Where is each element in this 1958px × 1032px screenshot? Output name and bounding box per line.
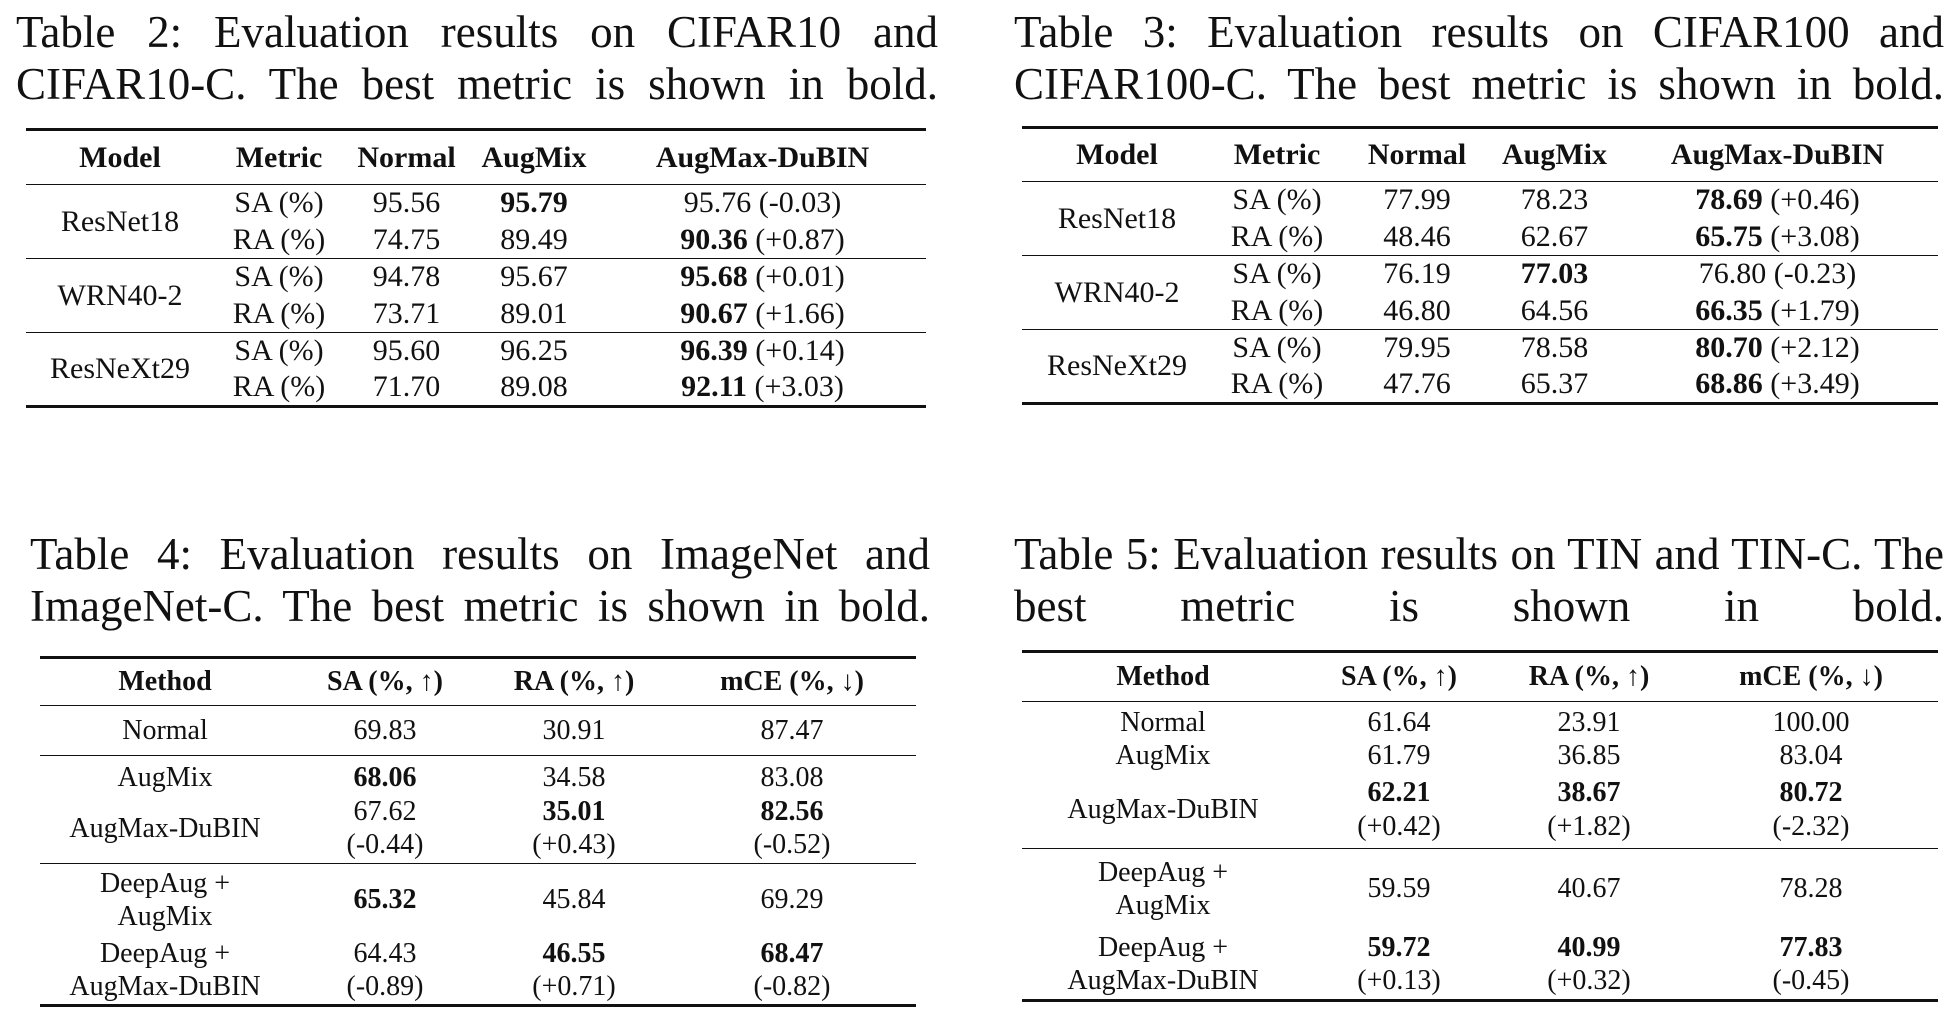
- table3-metric-cell: RA (%): [1230, 293, 1324, 327]
- table2-model-cell: ResNet18: [60, 204, 180, 238]
- table4-mce-delta: (-0.82): [753, 970, 831, 1002]
- table-row: [40, 706, 916, 756]
- table5-ra-cell: 38.67: [1557, 777, 1621, 809]
- table2-normal-cell: 95.56: [372, 186, 441, 220]
- table2-header-dubin: AugMax-DuBIN: [655, 140, 870, 174]
- table3-dubin-delta: (-0.23): [1773, 257, 1857, 291]
- table3-augmix-cell: 78.23: [1520, 183, 1589, 217]
- table5-caption-line2: best metric is shown in bold.: [1014, 581, 1944, 631]
- table3: [1022, 126, 1938, 405]
- table4-mce-cell: 87.47: [760, 714, 824, 746]
- table4-method-l2: AugMax-DuBIN: [69, 970, 261, 1002]
- table4-method-l2: AugMix: [117, 900, 213, 932]
- table3-dubin-delta: (+2.12): [1770, 331, 1860, 365]
- table5-method-cell: AugMax-DuBIN: [1067, 794, 1259, 826]
- table3-caption-line1: Table 3: Evaluation results on CIFAR100 and: [1014, 7, 1944, 57]
- table2-model-cell: ResNeXt29: [50, 352, 190, 385]
- table5-sa-cell: 62.21: [1367, 777, 1431, 809]
- table2-caption-line2: CIFAR10-C. The best metric is shown in bold.: [16, 59, 938, 109]
- table5-method-l1: DeepAug +: [1097, 931, 1229, 963]
- table4-ra-cell: 35.01: [542, 796, 606, 828]
- table-row: [26, 333, 926, 370]
- table2-header-augmix: AugMix: [481, 140, 587, 174]
- table-row: [40, 864, 916, 936]
- table-row: [1022, 929, 1938, 1001]
- table5-mce-cell: 77.83: [1779, 931, 1843, 963]
- table5-sa-cell: 61.79: [1367, 739, 1431, 771]
- table5-mce-cell: 78.28: [1779, 873, 1843, 905]
- table5-mce-cell: 80.72: [1779, 777, 1843, 809]
- table4-mce-cell: 68.47: [760, 937, 824, 969]
- table2-metric-cell: RA (%): [232, 370, 326, 404]
- table3-normal-cell: 47.76: [1383, 367, 1451, 401]
- table4-ra-cell: 34.58: [542, 761, 606, 793]
- table5-ra-delta: (+0.32): [1547, 964, 1631, 996]
- table4-method-l1: DeepAug +: [99, 937, 231, 969]
- table5-sa-cell: 59.72: [1367, 931, 1431, 963]
- table3-header-metric: Metric: [1233, 138, 1321, 171]
- table2-metric-cell: SA (%): [234, 334, 324, 368]
- table3-metric-cell: SA (%): [1232, 183, 1322, 217]
- table5-ra-cell: 23.91: [1557, 706, 1621, 738]
- table5-method-l2: AugMax-DuBIN: [1067, 964, 1259, 996]
- table4-header-method: Method: [118, 666, 212, 697]
- table2-dubin-value: 95.68: [680, 260, 748, 294]
- table3-normal-cell: 77.99: [1383, 183, 1451, 217]
- table3-header-augmix: AugMix: [1502, 138, 1607, 171]
- table-row: [26, 259, 926, 296]
- table4-method-cell: Normal: [122, 714, 208, 746]
- table2-normal-cell: 95.60: [372, 334, 441, 368]
- table4-sa-delta: (-0.89): [346, 970, 424, 1002]
- table5-header-mce: mCE (%, ↓): [1739, 661, 1883, 692]
- table2-dubin-delta: (-0.03): [758, 186, 842, 220]
- table3-dubin-value: 65.75: [1695, 219, 1763, 253]
- table5-mce-cell: 100.00: [1772, 706, 1850, 738]
- table2-header-metric: Metric: [235, 140, 323, 174]
- table-row: [1022, 849, 1938, 929]
- table2-header-model: Model: [79, 140, 161, 174]
- table4-mce-cell: 82.56: [760, 796, 824, 828]
- table2-metric-cell: RA (%): [232, 296, 326, 330]
- table4-header-mce: mCE (%, ↓): [720, 666, 864, 697]
- table4-mce-cell: 69.29: [760, 884, 824, 916]
- table4-ra-cell: 45.84: [542, 884, 606, 916]
- table4-ra-delta: (+0.71): [532, 970, 616, 1002]
- table2-dubin-value: 90.67: [680, 296, 748, 330]
- table-row: [1022, 739, 1938, 773]
- table4-method-cell: AugMax-DuBIN: [69, 812, 261, 844]
- table2-dubin-delta: (+0.87): [755, 222, 845, 256]
- table-row: [1022, 182, 1938, 219]
- table4-sa-cell: 68.06: [353, 761, 417, 793]
- table5-caption: [1014, 528, 1944, 632]
- table2-dubin-value: 92.11: [681, 370, 747, 404]
- table2-augmix-cell: 89.01: [500, 296, 568, 330]
- table3-dubin-value: 68.86: [1695, 367, 1763, 401]
- table3-metric-cell: SA (%): [1232, 331, 1322, 365]
- table3-normal-cell: 48.46: [1383, 219, 1451, 253]
- table4-ra-cell: 30.91: [542, 714, 606, 746]
- table4-sa-delta: (-0.44): [346, 829, 424, 861]
- table4-caption: [30, 528, 930, 632]
- table2-augmix-cell: 89.49: [500, 222, 568, 256]
- table3-caption-line2: CIFAR100-C. The best metric is shown in bold.: [1014, 59, 1944, 109]
- table2-caption: [16, 6, 938, 110]
- table4-method-cell: AugMix: [117, 761, 213, 793]
- table-row: [1022, 773, 1938, 849]
- table4-ra-cell: 46.55: [542, 937, 606, 969]
- table2-normal-cell: 94.78: [372, 260, 441, 294]
- table2-augmix-cell: 89.08: [500, 370, 568, 404]
- table3-model-cell: ResNet18: [1057, 201, 1177, 235]
- table2: [26, 128, 926, 408]
- table2-metric-cell: SA (%): [234, 260, 324, 294]
- table3-normal-cell: 79.95: [1383, 331, 1451, 365]
- table2-caption-line1: Table 2: Evaluation results on CIFAR10 and: [16, 7, 938, 57]
- table5-ra-delta: (+1.82): [1547, 811, 1631, 843]
- table5-mce-cell: 83.04: [1779, 739, 1843, 771]
- table3-augmix-cell: 78.58: [1520, 331, 1589, 365]
- table2-dubin-value: 90.36: [680, 222, 748, 256]
- table5-sa-delta: (+0.42): [1357, 811, 1441, 843]
- table-row: [1022, 330, 1938, 367]
- table3-model-cell: WRN40-2: [1054, 275, 1180, 309]
- table5-header-method: Method: [1116, 661, 1210, 692]
- table2-model-cell: WRN40-2: [57, 278, 183, 312]
- table2-normal-cell: 74.75: [372, 222, 441, 256]
- table3-header-model: Model: [1076, 138, 1158, 171]
- table3-metric-cell: RA (%): [1230, 367, 1324, 401]
- table4-ra-delta: (+0.43): [532, 829, 616, 861]
- table5-header-ra: RA (%, ↑): [1528, 661, 1650, 692]
- table5-caption-line1: Table 5: Evaluation results on TIN and TIN-C. The: [1014, 529, 1944, 579]
- table3-augmix-cell: 64.56: [1520, 293, 1589, 327]
- table5-method-cell: Normal: [1120, 706, 1206, 738]
- table5-sa-cell: 59.59: [1367, 873, 1431, 905]
- table3-model-cell: ResNeXt29: [1047, 349, 1187, 382]
- table3-augmix-cell: 62.67: [1520, 219, 1589, 253]
- table5-ra-cell: 40.67: [1557, 873, 1621, 905]
- table3-augmix-cell: 65.37: [1520, 367, 1589, 401]
- table2-dubin-value: 95.76: [683, 186, 752, 220]
- table5-sa-cell: 61.64: [1367, 706, 1431, 738]
- table5-ra-cell: 40.99: [1557, 931, 1621, 963]
- table4-mce-cell: 83.08: [760, 761, 824, 793]
- table3-header-dubin: AugMax-DuBIN: [1670, 138, 1885, 171]
- table2-header-normal: Normal: [357, 140, 456, 174]
- table5-sa-delta: (+0.13): [1357, 964, 1441, 996]
- table4-caption-line2: ImageNet-C. The best metric is shown in bold.: [30, 581, 930, 631]
- table4-sa-cell: 65.32: [353, 884, 417, 916]
- table4-mce-delta: (-0.52): [753, 829, 831, 861]
- table3-dubin-delta: (+3.49): [1770, 367, 1860, 401]
- table3-caption: [1014, 6, 1944, 110]
- table2-normal-cell: 73.71: [372, 296, 441, 330]
- table5-mce-delta: (-2.32): [1772, 811, 1850, 843]
- table3-dubin-value: 76.80: [1698, 257, 1767, 291]
- table3-metric-cell: SA (%): [1232, 257, 1322, 291]
- table5-header-sa: SA (%, ↑): [1341, 661, 1457, 692]
- table4-sa-cell: 67.62: [353, 796, 417, 828]
- table3-header-normal: Normal: [1367, 138, 1467, 171]
- table3-dubin-delta: (+3.08): [1770, 219, 1860, 253]
- table2-dubin-delta: (+3.03): [754, 370, 844, 404]
- table5-method-l1: DeepAug +: [1097, 856, 1229, 888]
- table3-dubin-delta: (+0.46): [1770, 183, 1860, 217]
- table5-ra-cell: 36.85: [1557, 739, 1621, 771]
- table-row: [40, 794, 916, 864]
- table3-dubin-delta: (+1.79): [1770, 293, 1860, 327]
- table4-header-sa: SA (%, ↑): [327, 666, 443, 697]
- table3-metric-cell: RA (%): [1230, 219, 1324, 253]
- table2-dubin-delta: (+0.14): [755, 334, 845, 368]
- table5-mce-delta: (-0.45): [1772, 964, 1850, 996]
- table5-method-l2: AugMix: [1115, 889, 1211, 921]
- table2-augmix-cell: 95.79: [500, 186, 568, 220]
- table2-augmix-cell: 95.67: [500, 260, 568, 294]
- table5-method-cell: AugMix: [1115, 739, 1211, 771]
- table-row: [1022, 702, 1938, 739]
- table-row: [1022, 256, 1938, 293]
- table4-sa-cell: 64.43: [353, 937, 417, 969]
- table4-caption-line1: Table 4: Evaluation results on ImageNet and: [30, 529, 930, 579]
- table3-augmix-cell: 77.03: [1520, 257, 1589, 291]
- table2-dubin-value: 96.39: [680, 334, 748, 368]
- table3-normal-cell: 46.80: [1383, 293, 1451, 327]
- table-row: [26, 185, 926, 222]
- table3-dubin-value: 80.70: [1695, 331, 1763, 365]
- table3-dubin-value: 78.69: [1695, 183, 1763, 217]
- table-row: [40, 756, 916, 794]
- table-row: [40, 936, 916, 1006]
- table2-augmix-cell: 96.25: [500, 334, 568, 368]
- table2-metric-cell: SA (%): [234, 186, 324, 220]
- table3-dubin-value: 66.35: [1695, 293, 1763, 327]
- table5: [1022, 650, 1938, 1002]
- table4-method-l1: DeepAug +: [99, 867, 231, 899]
- table3-normal-cell: 76.19: [1383, 257, 1451, 291]
- table4-sa-cell: 69.83: [353, 714, 417, 746]
- table2-dubin-delta: (+1.66): [755, 296, 845, 330]
- table4-header-ra: RA (%, ↑): [513, 666, 635, 697]
- table2-dubin-delta: (+0.01): [755, 260, 845, 294]
- table4: [40, 656, 916, 1007]
- table2-normal-cell: 71.70: [372, 370, 441, 404]
- table2-metric-cell: RA (%): [232, 222, 326, 256]
